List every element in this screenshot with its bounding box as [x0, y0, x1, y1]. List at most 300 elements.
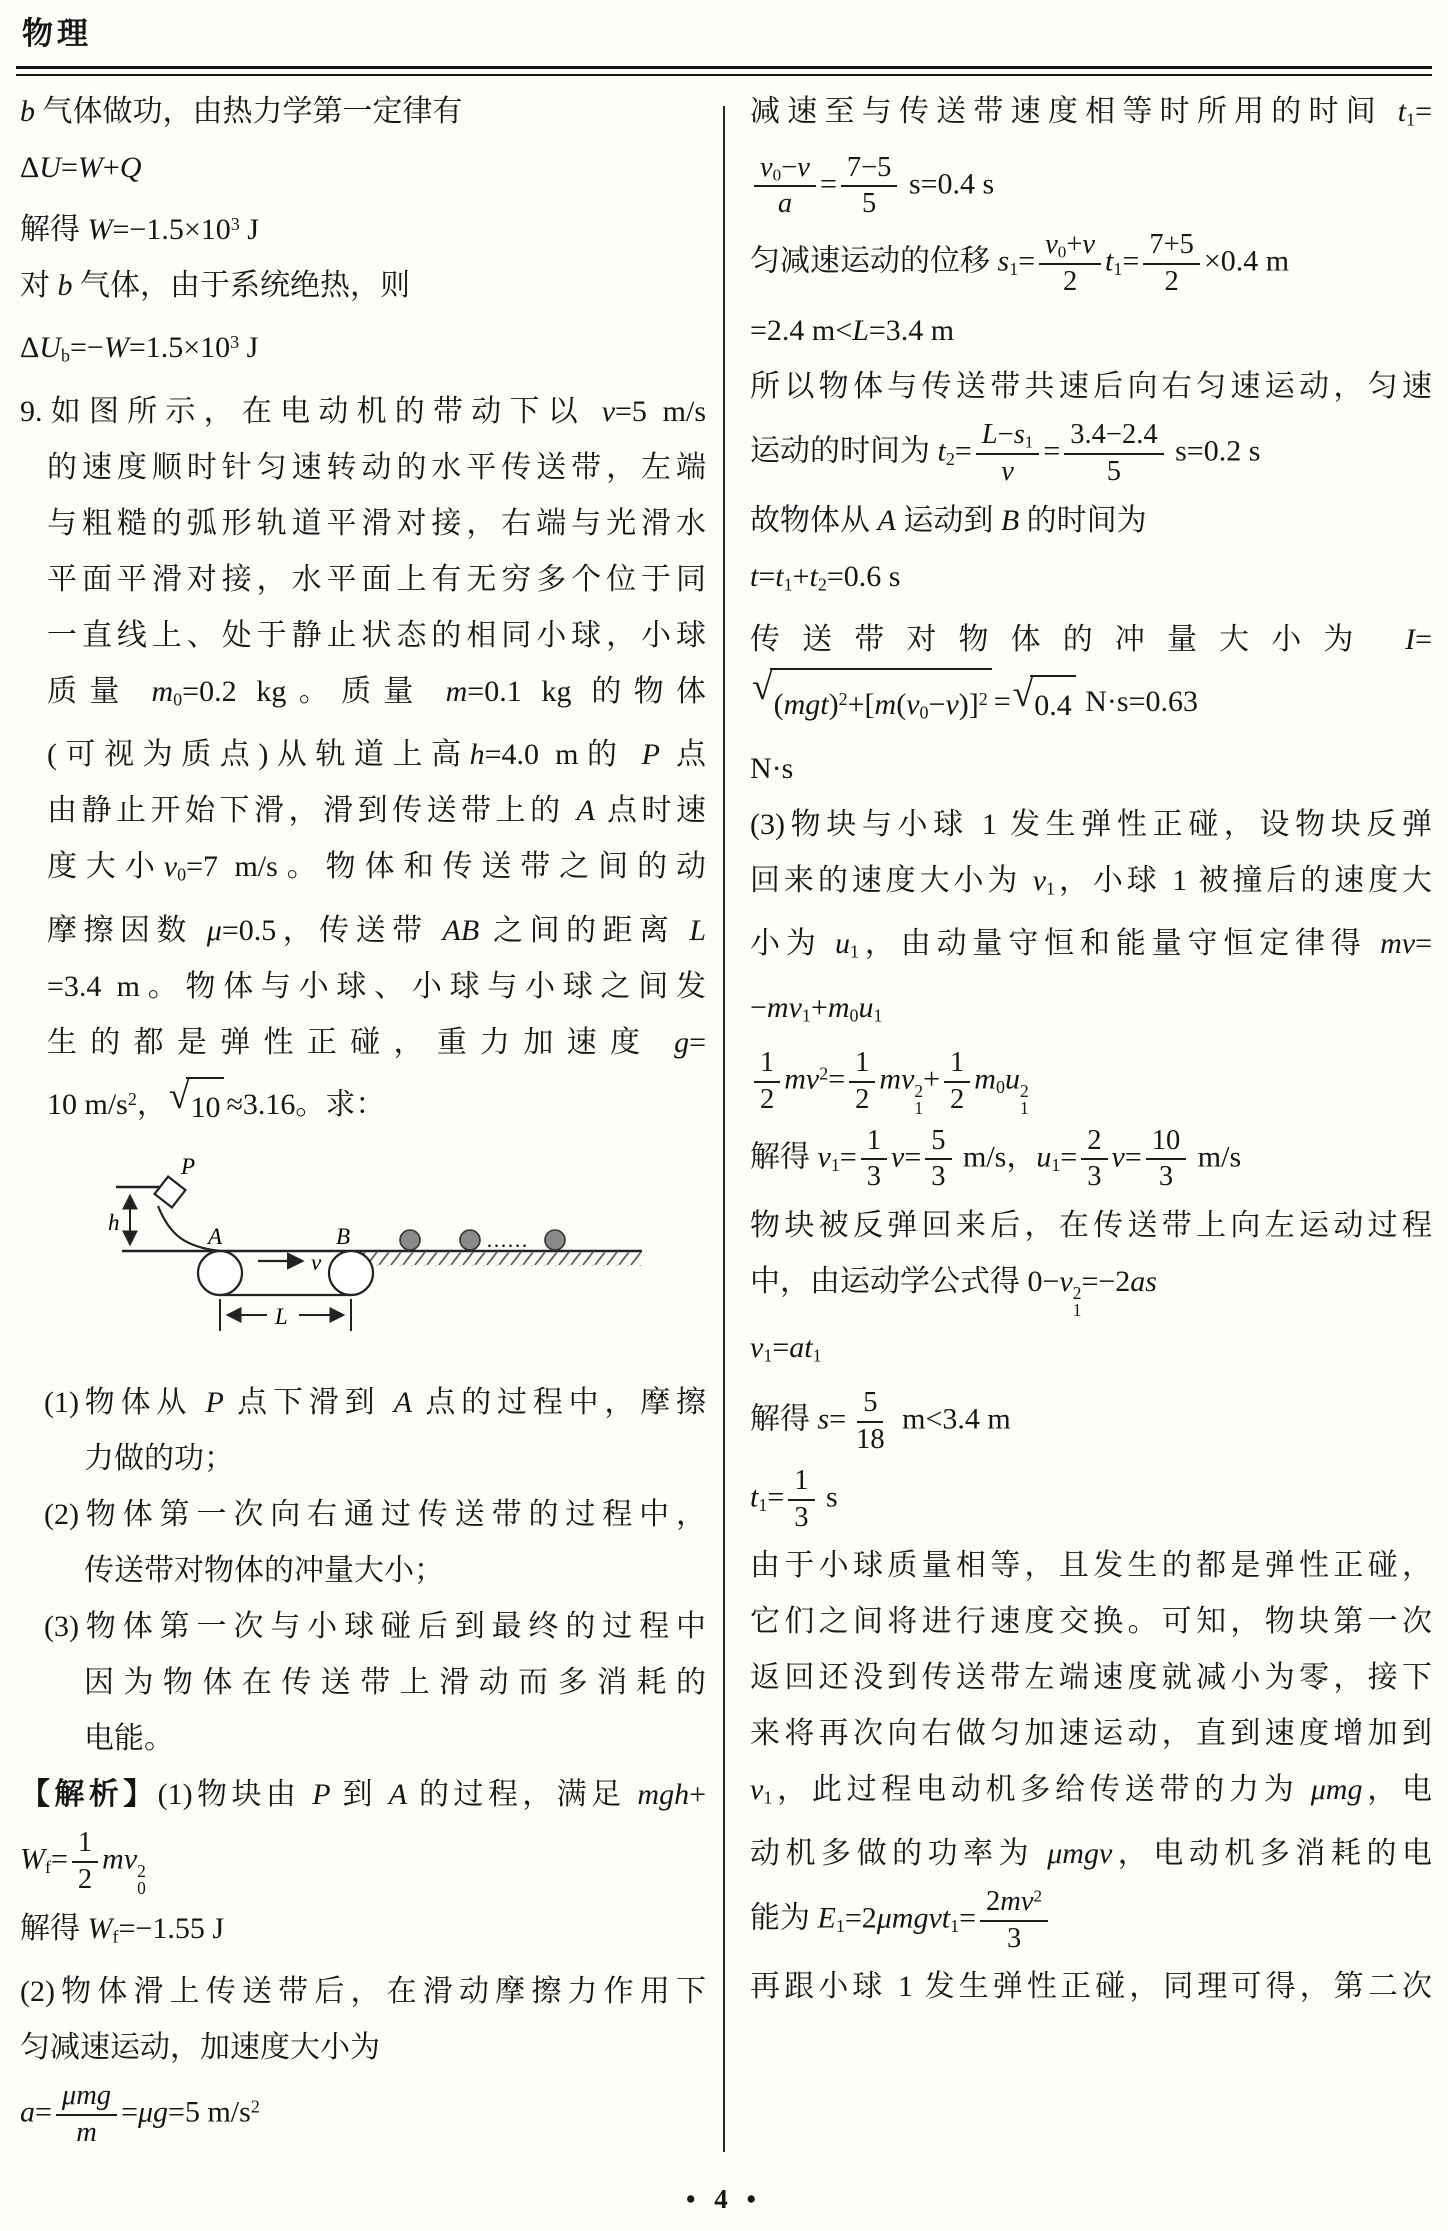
math-subscript: 1: [1019, 1097, 1029, 1118]
text-segment: 摩擦因数: [47, 913, 207, 947]
math-superscript: 2: [127, 1088, 137, 1109]
math-variable: U: [39, 331, 61, 364]
math-text: 2: [1062, 266, 1078, 298]
text-line: [20, 959, 706, 1015]
math-text: =3.4 m: [868, 313, 955, 347]
fraction-numerator: [1064, 419, 1163, 455]
ball-1: [400, 1230, 420, 1250]
text-line: [20, 1711, 706, 1767]
math-variable: v: [797, 151, 810, 183]
math-text: 1: [760, 1047, 775, 1079]
math-text: =2.4 m<: [750, 313, 853, 347]
math-superscript: 2: [819, 1063, 829, 1084]
math-superscript: 2: [250, 2096, 260, 2117]
text-segment: 由于小球质量相等，且发生的都是弹性正碰，: [750, 1549, 1432, 1583]
fraction-numerator: [1146, 1125, 1187, 1161]
fraction-denominator: [1081, 1160, 1107, 1194]
math-text: Δ: [20, 151, 40, 184]
math-variable: v: [1001, 455, 1014, 487]
text-line: [750, 148, 1432, 226]
math-variable: at: [789, 1330, 813, 1364]
math-text: 5: [1106, 455, 1122, 487]
text-segment: 力做的功；: [84, 1442, 234, 1476]
math-text: s: [818, 1480, 838, 1514]
math-text: s=0.4 s: [901, 167, 995, 201]
text-line: [20, 727, 706, 783]
math-variable: Q: [119, 151, 142, 184]
math-variable: v: [1082, 229, 1096, 261]
fraction-numerator: [72, 1827, 98, 1863]
math-text: J: [239, 213, 259, 246]
math-text: −: [928, 688, 946, 722]
math-variable: L: [689, 913, 707, 947]
math-subscript: 1: [850, 941, 860, 962]
text-line: [750, 1826, 1432, 1882]
math-subscript: 0: [137, 1878, 146, 1898]
text-line: [20, 903, 706, 959]
math-text: N·s=0.63: [1077, 685, 1199, 719]
math-text: 2: [1164, 266, 1179, 298]
text-segment: 能为: [750, 1901, 818, 1935]
math-variable: u: [835, 927, 851, 961]
math-variable: μ: [206, 913, 222, 947]
math-variable: b: [57, 269, 73, 302]
math-text: 2: [950, 1083, 965, 1115]
math-text: 3.4−2.4: [1070, 418, 1158, 450]
text-segment: 解得: [750, 1140, 818, 1174]
math-subscript: 1: [758, 1494, 768, 1515]
math-text: =−1.55 J: [118, 1911, 225, 1945]
text-line: [750, 225, 1432, 303]
text-segment: 气体做功，由热力学第一定律有: [35, 95, 463, 128]
math-text: =: [35, 2095, 52, 2129]
math-subscript: 1: [1406, 109, 1416, 130]
text-segment: 的速度顺时针匀速转动的水平传送带，左端: [47, 450, 706, 484]
math-variable: u: [1036, 1140, 1052, 1174]
math-variable: v: [945, 688, 959, 722]
math-fraction: [944, 1047, 970, 1117]
math-variable: v: [1059, 1265, 1073, 1299]
math-text: =: [1018, 244, 1036, 278]
math-fraction: [1039, 229, 1101, 299]
math-variable: s: [1013, 418, 1025, 450]
math-superscript: 3: [230, 214, 240, 234]
text-segment: 的过程，满足: [407, 1778, 638, 1812]
math-text: 1: [794, 1464, 809, 1496]
text-line: [750, 1706, 1432, 1762]
text-line: [750, 1121, 1432, 1199]
text-segment: 解得: [20, 1911, 88, 1945]
math-subscript: b: [60, 345, 70, 366]
math-text: 1: [855, 1047, 870, 1079]
math-text: 3: [1006, 1922, 1022, 1954]
math-subscript: 1: [835, 1915, 845, 1936]
math-variable: t: [775, 559, 784, 593]
text-segment: 9.如图所示，在电动机的带动下以: [20, 394, 602, 428]
text-segment: 匀减速运动的位移: [750, 244, 998, 278]
math-text: 3: [794, 1501, 809, 1533]
math-superscript: 2: [1072, 1282, 1082, 1303]
text-line: [20, 1015, 706, 1071]
fraction-numerator: [857, 1387, 883, 1423]
text-line: [20, 314, 706, 384]
text-line: [20, 1375, 706, 1431]
text-segment: 与粗糙的弧形轨道平滑对接，右端与光滑水: [47, 506, 706, 540]
fraction-denominator: [788, 1501, 814, 1535]
text-line: [20, 1823, 706, 1901]
math-fraction: [849, 1047, 875, 1117]
text-line: [20, 664, 706, 728]
math-text: (: [773, 688, 784, 722]
text-segment: (2)物体滑上传送带后，在滑动摩擦力作用下: [20, 1975, 706, 2009]
text-line: [750, 612, 1432, 668]
text-line: [20, 196, 706, 258]
right-column-lines: [750, 84, 1432, 2015]
text-segment: 来将再次向右做匀加速运动，直到速度增加到: [750, 1717, 1432, 1751]
fraction-denominator: [850, 1423, 891, 1457]
text-line: [750, 1594, 1432, 1650]
math-variable: W: [77, 151, 103, 184]
text-segment: 运动到: [895, 503, 1001, 537]
math-subscript: 0: [177, 864, 187, 885]
math-text: +: [689, 1778, 707, 1812]
text-line: [750, 980, 1432, 1044]
text-line: [750, 84, 1432, 148]
text-line: [20, 384, 706, 440]
math-superscript: 2: [1033, 1886, 1043, 1906]
math-fraction: [850, 1387, 891, 1457]
math-variable: μmgvt: [876, 1901, 951, 1935]
math-variable: t: [750, 1480, 759, 1514]
text-line: [20, 1599, 706, 1655]
math-text: =: [1060, 1140, 1078, 1174]
block-p: [155, 1177, 186, 1208]
math-variable: t: [809, 559, 818, 593]
math-fraction: [861, 1125, 887, 1195]
text-segment: 传送带对物体的冲量大小；: [84, 1554, 444, 1588]
text-line: [20, 496, 706, 552]
text-segment: 电能。: [84, 1722, 174, 1756]
math-variable: μmg: [1310, 1773, 1363, 1807]
fraction-denominator: [995, 455, 1020, 489]
text-line: [750, 1254, 1432, 1320]
text-line: [20, 1543, 706, 1599]
math-text: =: [819, 167, 837, 201]
l-label: L: [275, 1304, 288, 1330]
math-subscript: 1: [801, 1005, 811, 1026]
text-segment: 之间的距离: [479, 913, 690, 947]
math-fraction: [976, 419, 1040, 489]
math-text: N·s: [750, 751, 794, 785]
math-text: (: [896, 688, 907, 722]
math-variable: s: [817, 1402, 830, 1436]
fraction-numerator: [925, 1125, 951, 1161]
text-line: [750, 1383, 1432, 1461]
text-line: [20, 1964, 706, 2020]
math-text: =5 m/s: [615, 394, 707, 428]
math-variable: mv: [1380, 927, 1416, 961]
fraction-denominator: [1001, 1922, 1027, 1956]
ball-2: [460, 1230, 480, 1250]
math-variable: t: [750, 559, 759, 593]
math-text: =0.2 kg: [182, 674, 287, 708]
fraction-numerator: [861, 1125, 887, 1161]
math-variable: t: [937, 434, 946, 468]
math-text: =: [828, 1062, 846, 1096]
math-subscript: 1: [914, 1097, 924, 1118]
math-text: =−1.5×10: [112, 213, 231, 246]
math-subscript: 1: [1051, 1154, 1061, 1175]
math-variable: P: [205, 1386, 224, 1420]
right-column: [750, 84, 1432, 2015]
math-text: 5: [931, 1124, 946, 1156]
text-line: [20, 783, 706, 839]
math-variable: v: [891, 1140, 905, 1174]
text-segment: 故物体从: [750, 503, 878, 537]
text-segment: 的时间为: [1019, 503, 1147, 537]
math-variable: W: [87, 213, 113, 246]
math-variable: A: [877, 503, 896, 537]
fraction-denominator: [1158, 265, 1184, 299]
math-variable: v: [906, 688, 920, 722]
fraction-numerator: [788, 1465, 814, 1501]
point-p-label: P: [181, 1154, 196, 1180]
math-variable: v: [163, 850, 178, 883]
math-fraction: [754, 152, 816, 222]
text-line: [750, 1959, 1432, 2015]
math-text: 1: [950, 1047, 965, 1079]
math-subscript: 2: [817, 574, 827, 595]
text-segment: 由静止开始下滑，滑到传送带上的: [47, 794, 577, 827]
math-variable: t: [1105, 244, 1114, 278]
math-text: ): [828, 688, 839, 722]
math-variable: U: [39, 151, 61, 184]
ground-hatching: [350, 1253, 642, 1266]
text-segment: ，小球 1 被撞后的速度大: [1055, 863, 1433, 897]
math-fraction: [925, 1125, 951, 1195]
math-superscript: 2: [137, 1860, 146, 1881]
math-text: =2: [844, 1901, 877, 1935]
math-fraction: [1081, 1125, 1107, 1195]
text-line: [750, 1882, 1432, 1960]
math-text: 2: [760, 1083, 775, 1115]
math-text: 3: [866, 1161, 881, 1193]
math-text: 18: [856, 1424, 885, 1456]
math-variable: W: [103, 331, 129, 364]
fraction-denominator: [70, 2116, 103, 2150]
math-variable: L: [852, 313, 869, 347]
page-number: • 4 •: [686, 2184, 762, 2214]
text-segment: (2)物体第一次向右通过传送带的过程中，: [44, 1498, 706, 1532]
math-variable: m: [974, 1062, 996, 1096]
text-line: [750, 303, 1432, 359]
text-line: [750, 853, 1432, 917]
math-variable: g: [674, 1025, 690, 1059]
math-subscript: f: [45, 1857, 51, 1878]
math-sqrt: [752, 668, 992, 741]
math-subsup: [914, 1080, 924, 1118]
math-variable: a: [20, 2095, 35, 2129]
math-text: =: [1415, 95, 1432, 128]
math-subscript: 0: [849, 1005, 859, 1026]
text-line: [750, 916, 1432, 980]
text-line: [750, 1043, 1432, 1121]
text-line: [750, 668, 1432, 741]
math-subscript: 1: [1113, 259, 1123, 280]
math-text: m/s，: [955, 1140, 1037, 1174]
math-text: 7+5: [1149, 229, 1194, 261]
text-segment: 质量: [47, 674, 152, 708]
math-variable: h: [469, 738, 485, 771]
fraction-numerator: [980, 1886, 1048, 1922]
math-text: m<3.4 m: [894, 1402, 1011, 1436]
math-text: Δ: [20, 331, 40, 364]
text-segment: 再跟小球 1 发生弹性正碰，同理可得，第二次: [750, 1970, 1432, 2004]
math-variable: mv: [766, 990, 802, 1024]
text-line: [750, 1320, 1432, 1384]
math-subscript: 0: [173, 689, 183, 709]
math-text: =0.1 kg: [467, 674, 572, 708]
text-line: [750, 1762, 1432, 1826]
text-segment: (3)物体第一次与小球碰后到最终的过程中: [44, 1610, 706, 1644]
fraction-numerator: [1143, 229, 1200, 265]
math-subscript: 1: [763, 1787, 773, 1808]
text-segment: 解得: [750, 1402, 818, 1436]
text-segment: ，电动机多消耗的电: [1112, 1836, 1433, 1870]
math-text: =: [1122, 244, 1140, 278]
fraction-numerator: [754, 1047, 780, 1083]
math-text: =: [829, 1402, 847, 1436]
text-line: [20, 258, 706, 314]
fraction-numerator: [841, 152, 898, 188]
math-variable: mgh: [637, 1778, 690, 1812]
math-text: =4.0 m: [484, 738, 579, 771]
text-segment: 一直线上、处于静止状态的相同小球，小球: [47, 618, 706, 652]
text-line: [20, 1901, 706, 1965]
fraction-denominator: [1057, 265, 1083, 299]
math-variable: A: [576, 794, 595, 827]
math-text: 3: [1158, 1161, 1174, 1193]
math-text: +: [810, 990, 828, 1024]
math-subscript: 1: [763, 1345, 773, 1366]
math-variable: as: [1130, 1265, 1157, 1299]
text-segment: ，电: [1362, 1773, 1433, 1807]
math-text: =: [772, 1330, 790, 1364]
left-column-bottom-lines: [20, 1375, 706, 2154]
text-line: [20, 2076, 706, 2154]
math-variable: mv: [879, 1062, 915, 1096]
math-superscript: 3: [230, 332, 240, 352]
text-segment: 因为物体在传送带上滑动而多消耗的: [84, 1666, 706, 1700]
math-variable: v: [750, 1773, 764, 1807]
math-text: =: [121, 2095, 138, 2129]
math-subscript: 0: [772, 164, 782, 184]
math-text: =: [51, 1842, 68, 1876]
math-text: =5 m/s: [168, 2095, 251, 2129]
text-line: [750, 1650, 1432, 1706]
text-line: [20, 1071, 706, 1137]
header-double-rule: [16, 66, 1432, 76]
text-segment: 运动的时间为: [750, 434, 938, 468]
text-line: [750, 1461, 1432, 1539]
math-subscript: 0: [995, 1077, 1005, 1098]
text-segment: 减速至与传送带速度相等时所用的时间: [750, 95, 1398, 128]
text-segment: 匀减速运动，加速度大小为: [20, 2031, 380, 2065]
fraction-numerator: [56, 2080, 117, 2116]
math-variable: u: [858, 990, 874, 1024]
text-segment: ，传送带: [276, 913, 443, 947]
sqrt-content: [186, 1077, 224, 1136]
sqrt-content: [1030, 675, 1076, 734]
text-segment: 中，由运动学公式得: [750, 1265, 1028, 1299]
math-text: 7−5: [846, 151, 892, 183]
math-text: =3.4 m: [47, 969, 140, 1003]
math-text: ≈3.16: [226, 1087, 296, 1121]
math-variable: W: [20, 1842, 45, 1876]
math-superscript: 2: [914, 1080, 924, 1101]
math-text: −: [750, 990, 767, 1024]
math-subscript: f: [112, 1926, 119, 1947]
math-text: 1: [866, 1124, 881, 1156]
math-subsup: [137, 1860, 146, 1898]
math-text: ×0.4 m: [1203, 244, 1290, 278]
math-text: 0.4: [1034, 688, 1072, 722]
conveyor-belt-figure: [78, 1148, 706, 1365]
math-text: s=0.2 s: [1167, 434, 1261, 468]
text-segment: 返回还没到传送带左端速度就减小为零，接下: [750, 1661, 1432, 1695]
math-text: m/s: [1190, 1140, 1242, 1174]
text-line: [20, 1487, 706, 1543]
math-text: 10: [190, 1091, 221, 1125]
math-variable: μmgv: [1047, 1836, 1113, 1870]
math-variable: μmg: [61, 2080, 112, 2112]
math-text: −: [781, 151, 798, 183]
math-variable: P: [641, 738, 660, 771]
velocity-label: v: [311, 1250, 322, 1276]
page-header-title: 物理: [22, 16, 92, 51]
math-text: 5: [862, 188, 877, 220]
text-line: [750, 493, 1432, 549]
math-text: =: [954, 434, 972, 468]
math-variable: m: [827, 990, 850, 1024]
math-text: =: [1124, 1140, 1142, 1174]
math-subscript: 1: [783, 574, 793, 595]
math-text: +[: [847, 688, 875, 722]
text-segment: 点时速: [594, 794, 707, 827]
math-subscript: 1: [1072, 1300, 1082, 1321]
text-line: [750, 1198, 1432, 1254]
text-segment: ，由动量守恒和能量守恒定律得: [859, 927, 1381, 961]
math-variable: mv: [102, 1842, 138, 1876]
math-text: −: [997, 418, 1014, 450]
math-text: +: [102, 151, 120, 184]
text-segment: 回来的速度大小为: [750, 863, 1033, 897]
text-segment: 对: [20, 269, 58, 302]
math-variable: mgt: [783, 688, 829, 722]
text-segment: 点的过程中，摩擦: [412, 1386, 707, 1420]
math-text: 0−: [1027, 1265, 1060, 1299]
math-text: =: [1415, 623, 1432, 657]
math-text: =1.5×10: [128, 331, 231, 364]
math-variable: b: [20, 95, 35, 128]
math-fraction: [1143, 229, 1200, 299]
math-subscript: 0: [919, 702, 929, 723]
text-segment: 的物体: [571, 674, 707, 708]
math-variable: m: [445, 674, 468, 708]
text-line: [20, 140, 706, 196]
fraction-numerator: [1039, 229, 1101, 265]
text-segment: 传送带对物体的冲量大小为: [750, 623, 1406, 657]
